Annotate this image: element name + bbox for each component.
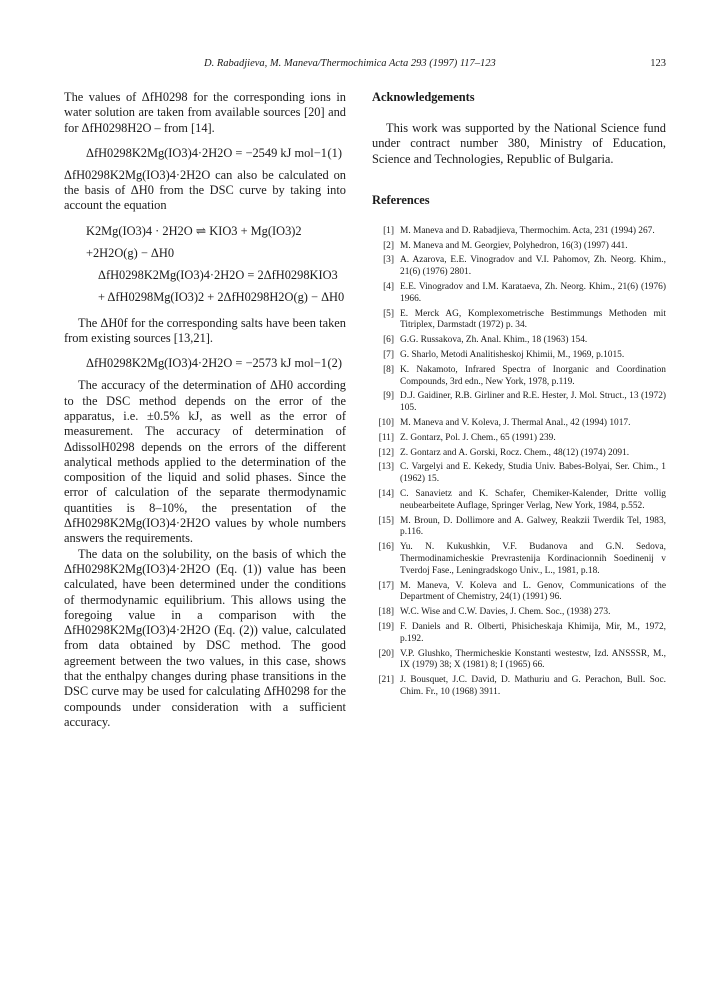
reference-item xyxy=(372,516,666,540)
reference-number: [19] xyxy=(378,622,394,632)
reference-text: E.E. Vinogradov and I.M. Karataeva, Zh. Neorg. Khim., 21(6) (1976) 1966. xyxy=(400,282,666,304)
reference-item xyxy=(372,365,666,389)
reference-text: Yu. N. Kukushkin, V.F. Budanova and G.N. Sedova, Thermodinamicheskie Prevrastenija Kordinacionnih Soedinenij v Tverdoj Fase., Leningradskogo Univ., L., 1981, p.18. xyxy=(400,542,666,576)
reference-text: M. Broun, D. Dollimore and A. Galwey, Reakzii Twerdik Tel, 1983, p.116. xyxy=(400,515,666,538)
reference-item xyxy=(372,241,666,253)
reference-text: M. Maneva and M. Georgiev, Polyhedron, 16(3) (1997) 441. xyxy=(400,240,628,251)
reference-list xyxy=(372,226,666,699)
equation-1 xyxy=(64,142,346,164)
reference-number: [14] xyxy=(378,489,394,500)
equation-1-number: (1) xyxy=(327,145,342,160)
reference-number: [6] xyxy=(383,335,394,346)
reference-number: [5] xyxy=(383,308,394,319)
reference-number: [21] xyxy=(378,675,394,686)
references-heading: References xyxy=(372,192,430,207)
reference-number: [13] xyxy=(378,462,394,473)
reference-text: G. Sharlo, Metodi Analitisheskoj Khimii, M., 1969, p.1015. xyxy=(400,350,625,361)
right-column xyxy=(372,90,666,702)
reference-text: D.J. Gaidiner, R.B. Girliner and R.E. Hester, J. Mol. Struct., 13 (1972) 105. xyxy=(400,391,666,414)
reaction-line-3: ΔfH0298K2Mg(IO3)4·2H2O = 2ΔfH0298KIO3 xyxy=(98,267,338,282)
page-header xyxy=(64,58,666,74)
equation-2 xyxy=(64,352,346,374)
reference-item xyxy=(372,226,666,238)
reaction-line-4: + ΔfH0298Mg(IO3)2 + 2ΔfH0298H2O(g) − ΔH0 xyxy=(98,289,345,304)
reference-text: Z. Gontarz, Pol. J. Chem., 65 (1991) 239. xyxy=(400,432,556,443)
reference-item xyxy=(372,350,666,362)
reference-number: [10] xyxy=(378,418,394,429)
paragraph-ion-values: The values of ΔfH0298 for the corresponding ions in water solution are taken from available sources [20] and for ΔfH0298H2O – from [14]. xyxy=(64,90,346,135)
reference-number: [3] xyxy=(383,255,394,266)
reference-text: C. Sanavietz and K. Schafer, Chemiker-Kalender, Dritte vollig neubearbeitete Auflage, Springer Verlag, New York, 1984, p.552. xyxy=(400,489,666,511)
reference-number: [11] xyxy=(378,432,394,443)
reference-number: [17] xyxy=(378,580,394,591)
reference-item xyxy=(372,391,666,415)
reference-item xyxy=(372,462,666,486)
reference-item xyxy=(372,282,666,306)
reference-text: M. Maneva and V. Koleva, J. Thermal Anal., 42 (1994) 1017. xyxy=(400,418,631,429)
reference-item xyxy=(372,675,666,699)
reference-item xyxy=(372,581,666,605)
equation-2-number: (2) xyxy=(327,356,342,371)
reference-item xyxy=(372,255,666,279)
reference-number: [4] xyxy=(383,282,394,293)
reference-text: E. Merck AG, Komplexometrische Bestimmungs Methoden mit Titriplex, Darmstadt (1972) p. 34. xyxy=(400,308,666,331)
reference-text: C. Vargelyi and E. Kekedy, Studia Univ. Babes-Bolyai, Ser. Chim., 1 (1962) 15. xyxy=(400,462,666,485)
reference-text: W.C. Wise and C.W. Davies, J. Chem. Soc., (1938) 273. xyxy=(400,607,611,618)
reference-text: G.G. Russakova, Zh. Anal. Khim., 18 (1963) 154. xyxy=(400,335,588,346)
paragraph-dsc-basis: ΔfH0298K2Mg(IO3)4·2H2O can also be calculated on the basis of ΔH0 from the DSC curve by taking into account the equation xyxy=(64,167,346,213)
paragraph-accuracy: The accuracy of the determination of ΔH0 according to the DSC method depends on the error of the apparatus, i.e. ±0.5% kJ, as well as the error of measurement. The accuracy of determination of ΔdissolH0298 depends on the errors of the different analytical methods applied to the determination of the composition of the liquid and solid phases. Since the error of calculation of the separate thermodynamic quantities is 8–10%, the presentation of the ΔfH0298K2Mg(IO3)4·2H2O values by whole numbers answers the requirements. xyxy=(64,378,346,546)
reference-number: [16] xyxy=(378,542,394,553)
reference-text: Z. Gontarz and A. Gorski, Rocz. Chem., 48(12) (1974) 2091. xyxy=(400,447,630,458)
reference-number: [18] xyxy=(378,607,394,618)
reference-item xyxy=(372,433,666,445)
reference-item xyxy=(372,542,666,577)
reference-text: F. Daniels and R. Olberti, Phisicheskaja Khimija, Mir, M., 1972, p.192. xyxy=(400,622,666,644)
reference-text: V.P. Glushko, Thermicheskie Konstanti westestw, Izd. ANSSSR, M., IX (1979) 38; X (1981) 8; I (1965) 66. xyxy=(400,648,666,671)
reference-text: M. Maneva and D. Rabadjieva, Thermochim. Acta, 231 (1994) 267. xyxy=(400,225,655,236)
reference-number: [20] xyxy=(378,648,394,659)
equation-1-body: ΔfH0298K2Mg(IO3)4·2H2O = −2549 kJ mol−1 xyxy=(86,145,327,160)
reference-number: [15] xyxy=(378,515,394,526)
running-head: D. Rabadjieva, M. Maneva/Thermochimica Acta 293 (1997) 117–123 xyxy=(204,58,496,69)
reaction-line-1: K2Mg(IO3)4 · 2H2O ⇌ KIO3 + Mg(IO3)2 xyxy=(86,223,302,238)
reference-item xyxy=(372,309,666,333)
reference-number: [8] xyxy=(383,364,394,375)
acknowledgements-heading: Acknowledgements xyxy=(372,90,475,104)
acknowledgements-text: This work was supported by the National Science fund under contract number 380, Ministry of Education, Science and Technologies, Republic of Bulgaria. xyxy=(372,121,666,166)
left-column xyxy=(64,90,346,730)
reference-number: [7] xyxy=(383,350,394,361)
reference-item xyxy=(372,607,666,619)
reaction-equation-block xyxy=(64,220,346,308)
reaction-line-2: +2H2O(g) − ΔH0 xyxy=(86,245,175,260)
reference-item xyxy=(372,489,666,513)
reference-number: [12] xyxy=(378,447,394,458)
reference-number: [9] xyxy=(383,391,394,402)
reference-number: [2] xyxy=(383,240,394,251)
reference-item xyxy=(372,649,666,673)
paragraph-salts: The ΔH0f for the corresponding salts have been taken from existing sources [13,21]. xyxy=(64,315,346,346)
page-number: 123 xyxy=(650,58,666,69)
reference-item xyxy=(372,448,666,460)
reference-number: [1] xyxy=(383,225,394,236)
reference-text: A. Azarova, E.E. Vinogradov and V.I. Pahomov, Zh. Neorg. Khim., 21(6) (1976) 2801. xyxy=(400,255,666,278)
paragraph-solubility: The data on the solubility, on the basis of which the ΔfH0298K2Mg(IO3)4·2H2O (Eq. (1)) value has been calculated, have been determined under the conditions of thermodynamic equilibrium. This allows using the foregoing value in a comparison with the ΔfH0298K2Mg(IO3)4·2H2O (Eq. (2)) value, calculated from data obtained by DSC method. The good agreement between the two values, in this case, shows that the enthalpy changes during phase transitions in the DSC curve may be used for calculating ΔfH0298 for the compounds under consideration with a sufficient accuracy. xyxy=(64,546,346,729)
reference-item xyxy=(372,622,666,646)
reference-text: K. Nakamoto, Infrared Spectra of Inorganic and Coordination Compounds, 3rd edn., New York, 1978, p.119. xyxy=(400,364,666,387)
reference-item xyxy=(372,418,666,430)
reference-text: J. Bousquet, J.C. David, D. Mathuriu and G. Perachon, Bull. Soc. Chim. Fr., 10 (1968) 3911. xyxy=(400,675,666,697)
reference-item xyxy=(372,335,666,347)
reference-text: M. Maneva, V. Koleva and L. Genov, Communications of the Department of Chemistry, 24(1) (1991) 96. xyxy=(400,580,666,603)
equation-2-body: ΔfH0298K2Mg(IO3)4·2H2O = −2573 kJ mol−1 xyxy=(86,356,327,371)
